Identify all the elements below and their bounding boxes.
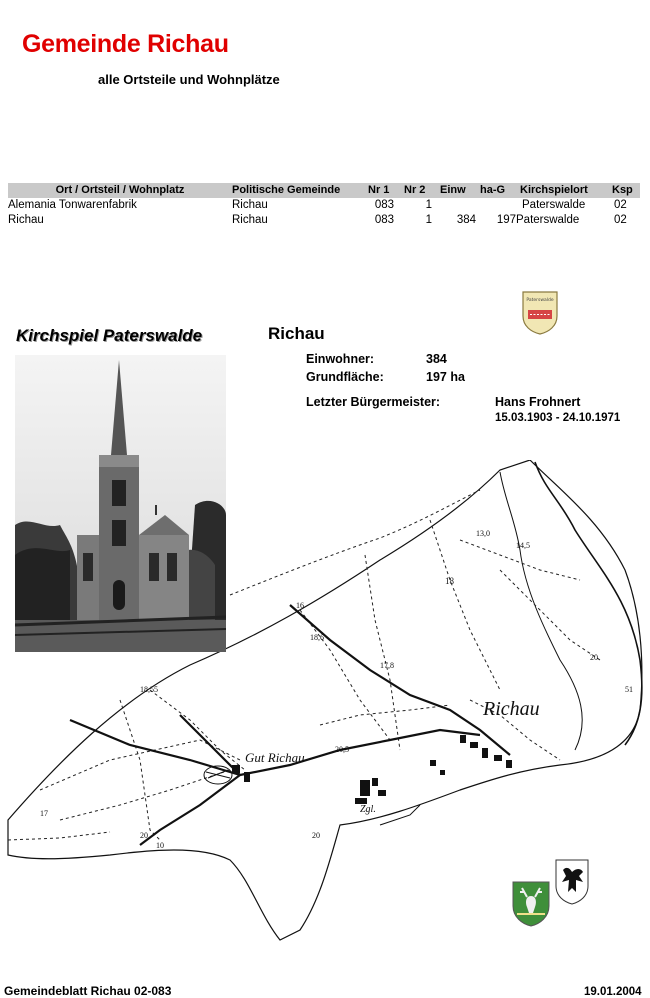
col-ksp: Ksp [612, 184, 633, 196]
col-kirchspielort: Kirchspielort [520, 184, 588, 196]
cell-kirchspielort: Paterswalde [522, 199, 586, 211]
buergermeister-dates: 15.03.1903 - 24.10.1971 [495, 412, 621, 424]
map-label-m8: 17 [40, 809, 48, 818]
deer-crest-icon [511, 880, 551, 928]
buergermeister-name: Hans Frohnert [495, 395, 581, 409]
map-label-m11: 14,5 [516, 541, 530, 550]
cell-kirchspielort: Paterswalde [516, 214, 580, 226]
church-photo [15, 355, 226, 652]
map-label-m10: 10 [156, 841, 164, 850]
cell-einw: 384 [456, 214, 476, 226]
cell-hag: 197 [496, 214, 516, 226]
cell-ksp: 02 [614, 199, 627, 211]
cell-ort: Alemania Tonwarenfabrik [8, 199, 137, 211]
page-title: Gemeinde Richau [22, 30, 229, 58]
col-gemeinde: Politische Gemeinde [232, 184, 341, 196]
cell-gemeinde: Richau [232, 199, 268, 211]
map-label-village: Richau [483, 698, 540, 720]
map-label-m13: 20 [590, 653, 598, 662]
map-label-m6: 20 [312, 831, 320, 840]
einwohner-label: Einwohner: [306, 352, 375, 366]
kirchspiel-heading: Kirchspiel Paterswalde [16, 326, 203, 345]
map-label-m9: 20 [140, 831, 148, 840]
map-label-m2: 18,6 [310, 633, 324, 642]
paterswalde-crest-icon [521, 290, 559, 336]
cell-nr1: 083 [374, 199, 394, 211]
map-label-m7: 18 [445, 576, 454, 586]
col-nr2: Nr 2 [404, 184, 426, 196]
col-nr1: Nr 1 [368, 184, 390, 196]
map-label-m5: 20,5 [335, 745, 349, 754]
col-einw: Einw [440, 184, 466, 196]
buergermeister-label: Letzter Bürgermeister: [306, 395, 441, 409]
cell-nr2: 1 [425, 199, 432, 211]
cell-nr1: 083 [374, 214, 394, 226]
page-subtitle: alle Ortsteile und Wohnplätze [98, 72, 280, 87]
col-ort: Ort / Ortsteil / Wohnplatz [55, 184, 185, 196]
cell-nr2: 1 [425, 214, 432, 226]
map-label-m3: 17,8 [380, 661, 394, 670]
map-label-m12: 13,0 [476, 529, 490, 538]
map-label-m4: 18,55 [140, 685, 158, 694]
cell-ksp: 02 [614, 214, 627, 226]
map-label-zgl: Zgl. [360, 804, 376, 815]
table-row [8, 198, 640, 213]
flaeche-value: 197 ha [426, 370, 465, 384]
map-label-m14: 51 [625, 685, 633, 694]
eagle-crest-icon [554, 858, 590, 906]
footer-document-id: Gemeindeblatt Richau 02-083 [4, 984, 172, 998]
col-hag: ha-G [480, 184, 506, 196]
table-header [8, 183, 640, 198]
places-table [8, 183, 640, 228]
footer-date: 19.01.2004 [584, 986, 642, 998]
cell-gemeinde: Richau [232, 214, 268, 226]
einwohner-value: 384 [426, 352, 447, 366]
flaeche-label: Grundfläche: [306, 370, 384, 384]
table-row [8, 213, 640, 228]
ort-name: Richau [268, 324, 325, 343]
map-label-gut: Gut Richau [245, 750, 305, 765]
cell-ort: Richau [8, 214, 44, 226]
map-label-m1: 16 [296, 601, 304, 610]
paterswalde-crest-label: Paterswalde [526, 298, 554, 303]
